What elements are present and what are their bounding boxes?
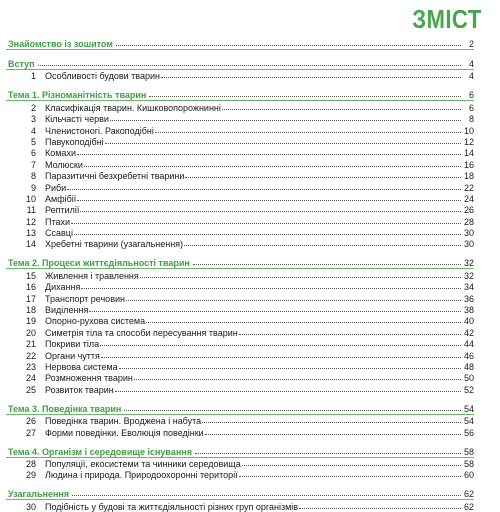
toc-item-row[interactable] [6,338,474,349]
dot-leader [115,391,461,392]
page-title: ЗМІСТ [412,4,482,34]
toc-item-title: Птахи [45,216,71,227]
toc-item-row[interactable] [6,500,474,511]
toc-item-number: 12 [25,216,36,227]
toc-item-row[interactable] [6,292,474,303]
toc-item-title: Членистоногі. Ракоподібні [45,125,154,136]
toc-page-number: 62 [463,489,474,500]
toc-page-number: 58 [463,446,474,457]
toc-item-row[interactable] [6,193,474,204]
toc-item-title: Павукоподібні [45,136,104,147]
toc-item-title: Кільчасті черви [45,114,109,125]
toc-item-title: Дихання [45,282,81,293]
dot-leader [299,508,461,509]
toc-page-number: 48 [463,361,474,372]
toc-item-number: 5 [30,136,36,147]
toc-page-number: 50 [463,373,474,384]
toc-item-title: Органи чуття [45,350,100,361]
toc-item-row[interactable] [6,349,474,360]
dot-leader [149,96,461,97]
dot-leader [100,345,461,346]
toc-item-title: Паразитичні безхребетні тварини [45,171,185,182]
toc-item-title: Виділення [45,305,89,316]
toc-item-number: 1 [30,71,36,82]
dot-leader [202,422,461,423]
toc-page-number: 14 [463,148,474,159]
dot-leader [185,177,461,178]
toc-item-number: 9 [30,182,36,193]
toc-item-number: 17 [25,293,36,304]
dot-leader [105,143,461,144]
toc-item-row[interactable] [6,227,474,238]
dot-leader [134,379,461,380]
dot-leader [71,223,461,224]
toc-section-row[interactable] [6,484,474,500]
toc-page-number: 30 [463,228,474,239]
toc-item-row[interactable] [6,458,474,469]
toc-page-number: 44 [463,339,474,350]
toc-item-title: Симетрія тіла та способи пересування тварин [45,327,238,338]
dot-leader [77,154,461,155]
toc-item-row[interactable] [6,372,474,383]
toc-page-number: 22 [463,182,474,193]
toc-page-number: 28 [463,216,474,227]
toc-item-row[interactable] [6,124,474,135]
dot-leader [101,357,461,358]
toc-item-title: Ссавці [45,228,73,239]
toc-item-title: Покриви тіла [45,339,100,350]
toc-section-row[interactable] [6,85,474,101]
toc-item-row[interactable] [6,426,474,437]
dot-leader [80,211,461,212]
toc-item-title: Класифікація тварин. Кишковопорожнинні [45,102,221,113]
dot-leader [193,264,461,265]
toc-item-row[interactable] [6,361,474,372]
toc-item-row[interactable] [6,215,474,226]
toc-item-title: Людина і природа. Природоохоронні території [45,470,238,481]
toc-page-number: 40 [463,316,474,327]
toc-item-row[interactable] [6,181,474,192]
toc-item-number: 16 [25,282,36,293]
toc-item-title: Популяції, екосистеми та чинники середовища [45,458,241,469]
toc-item-row[interactable] [6,170,474,181]
toc-item-row[interactable] [6,326,474,337]
toc-item-title: Нервова система [45,361,118,372]
toc-item-number: 10 [25,193,36,204]
toc-page-number: 42 [463,327,474,338]
toc-item-number: 20 [25,327,36,338]
toc-item-title: Хребетні тварини (узагальнення) [45,239,184,250]
toc-item-row[interactable] [6,415,474,426]
dot-leader [110,120,461,121]
toc-item-title: Поведінка тварин. Вроджена і набута [45,416,202,427]
dot-leader [140,277,461,278]
toc-item-row[interactable] [6,70,474,81]
toc-item-row[interactable] [6,147,474,158]
toc-sections [6,54,474,512]
toc-item-row[interactable] [6,158,474,169]
toc-page-number: 8 [468,114,474,125]
toc-item-number: 3 [30,114,36,125]
toc-item-title: Рептилії [45,205,80,216]
toc-item-title: Розвиток тварин [45,384,114,395]
toc-item-number: 23 [25,361,36,372]
toc-item-number: 25 [25,384,36,395]
toc-section-label: Тема 3. Поведінка тварин [8,403,122,414]
toc-item-title: Розмноження тварин [45,373,133,384]
toc-intro-row[interactable] [6,34,474,50]
toc-item-title: Комахи [45,148,76,159]
toc-section-row[interactable] [6,253,474,269]
toc-item-row[interactable] [6,101,474,112]
toc-page-number: 32 [463,258,474,269]
toc-item-number: 26 [25,416,36,427]
dot-leader [72,495,461,496]
dot-leader [239,334,461,335]
dot-leader [124,410,461,411]
toc-page-number: 54 [463,403,474,414]
toc-item-title: Особливості будови тварин [45,71,160,82]
toc-item-title: Подібність у будові та життєдіяльності різних груп організмів [45,501,299,512]
toc-item-number: 28 [25,458,36,469]
toc-item-number: 6 [30,148,36,159]
dot-leader [161,77,461,78]
toc-section-row[interactable] [6,54,474,70]
dot-leader [195,453,461,454]
toc-item-number: 29 [25,470,36,481]
dot-leader [119,368,461,369]
dot-leader [67,189,461,190]
dot-leader [184,245,461,246]
dot-leader [89,311,461,312]
dot-leader [81,288,461,289]
toc-item-number: 19 [25,316,36,327]
toc-item-row[interactable] [6,238,474,249]
toc-item-title: Опорно-рухова система [45,316,146,327]
toc-page-number: 46 [463,350,474,361]
toc-page-number: 6 [468,102,474,113]
toc-item-number: 15 [25,270,36,281]
dot-leader [205,434,461,435]
toc-item-number: 18 [25,305,36,316]
toc-page-number: 58 [463,458,474,469]
toc-item-number: 30 [25,501,36,512]
toc-page-number: 6 [468,90,474,101]
dot-leader [222,109,461,110]
toc-section-row[interactable] [6,399,474,415]
toc-item-title: Форми поведінки. Еволюція поведінки [45,427,204,438]
toc-item-number: 22 [25,350,36,361]
toc-item-number: 24 [25,373,36,384]
toc-intro-label: Знайомство із зошитом [8,39,113,49]
toc-item-number: 4 [30,125,36,136]
toc-page-number: 26 [463,205,474,216]
toc-page-number: 36 [463,293,474,304]
toc-item-title: Молюски [45,159,83,170]
toc-page-number: 16 [463,159,474,170]
toc-section-label: Узагальнення [8,489,70,500]
toc-section-label: Тема 2. Процеси життєдіяльності тварин [8,258,190,269]
toc-item-number: 7 [30,159,36,170]
toc-page-number: 62 [463,501,474,512]
toc-item-row[interactable] [6,281,474,292]
toc-item-row[interactable] [6,113,474,124]
toc-item-number: 14 [25,239,36,250]
dot-leader [242,465,461,466]
toc-item-title: Живлення і травлення [45,270,139,281]
toc-item-title: Амфібії [45,193,77,204]
toc-item-number: 13 [25,228,36,239]
toc-item-number: 21 [25,339,36,350]
toc-page-number: 12 [463,136,474,147]
dot-leader [155,132,461,133]
table-of-contents [6,34,474,512]
toc-item-title: Риби [45,182,67,193]
toc-page-number: 24 [463,193,474,204]
toc-item-number: 8 [30,171,36,182]
dot-leader [84,166,461,167]
toc-item-number: 2 [30,102,36,113]
toc-page-number: 54 [463,416,474,427]
toc-page-number: 60 [463,470,474,481]
toc-item-row[interactable] [6,136,474,147]
toc-section-label: Тема 1. Різноманітність тварин [8,90,147,101]
toc-item-row[interactable] [6,269,474,280]
toc-item-title: Транспорт речовин [45,293,125,304]
toc-section-row[interactable] [6,442,474,458]
toc-item-row[interactable] [6,469,474,480]
toc-item-number: 27 [25,427,36,438]
toc-page-number: 4 [468,59,474,69]
toc-item-row[interactable] [6,304,474,315]
toc-item-row[interactable] [6,204,474,215]
toc-page-number: 56 [463,427,474,438]
toc-page-number: 52 [463,384,474,395]
toc-item-row[interactable] [6,383,474,394]
dot-leader [74,234,461,235]
toc-page-number: 4 [468,71,474,82]
toc-section-label: Вступ [8,59,35,69]
dot-leader [146,322,461,323]
dot-leader [77,200,461,201]
toc-page-number: 34 [463,282,474,293]
toc-page-number: 10 [463,125,474,136]
toc-page-number: 2 [468,39,474,49]
toc-page-number: 32 [463,270,474,281]
toc-item-row[interactable] [6,315,474,326]
toc-page-number: 30 [463,239,474,250]
toc-page-number: 18 [463,171,474,182]
dot-leader [116,45,461,46]
dot-leader [38,65,461,66]
dot-leader [239,476,461,477]
toc-item-number: 11 [26,205,36,216]
toc-section-label: Тема 4. Організм і середовище існування [8,446,192,457]
toc-page-number: 38 [463,305,474,316]
dot-leader [126,300,461,301]
